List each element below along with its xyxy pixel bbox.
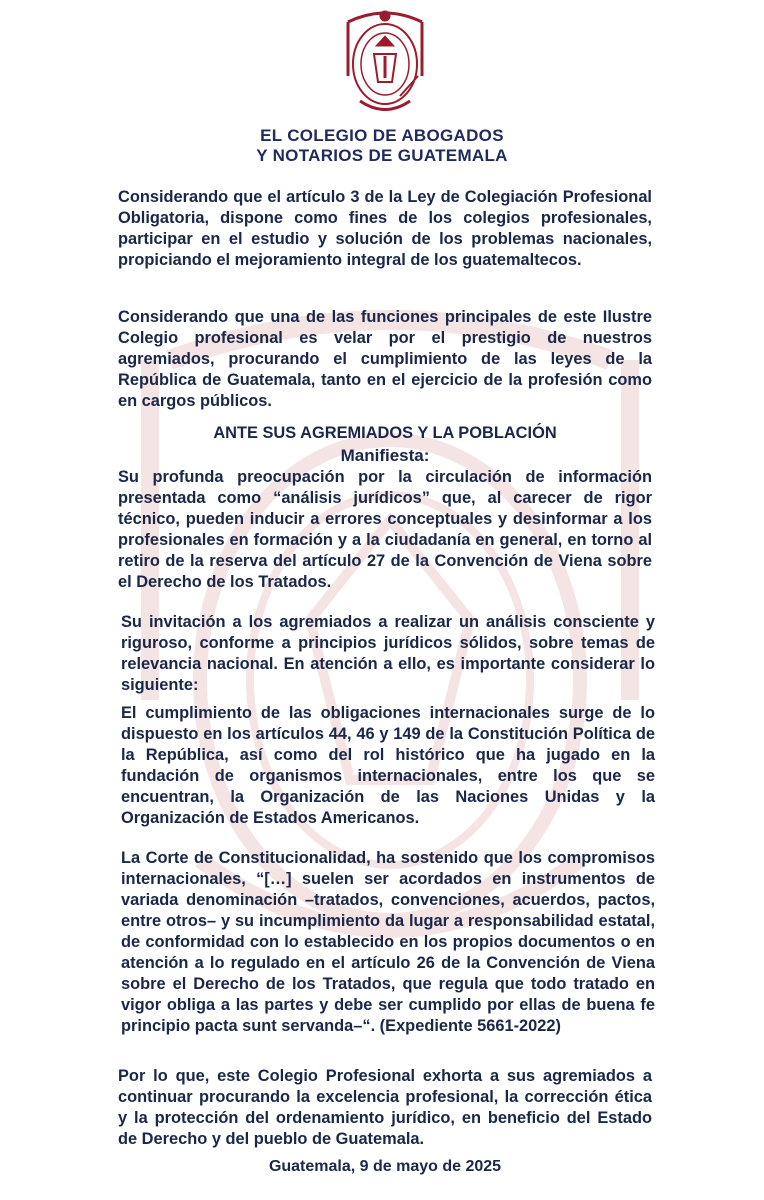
paragraph-corte: La Corte de Constitucionalidad, ha sostenido que los compromisos internacionales, “[…] suelen ser acordados en instrumentos de variada denominación –tratados, convenciones, acuerdos, pactos, entre otros– y su incumplimiento da lugar a responsabilidad estatal, de conformidad con lo establecido en los propios documentos o en atención a lo regulado en el artículo 26 de la Convención de Viena sobre el Derecho de los Tratados, que regula que todo tratado en vigor obliga a las partes y debe ser cumplido por ellas de buena fe principio pacta sunt servanda–“. (Expediente 5661-2022) xyxy=(121,849,655,1035)
paragraph-obligaciones: El cumplimiento de las obligaciones internacionales surge de lo dispuesto en los artículos 44, 46 y 149 de la Constitución Política de la República, así como del rol histórico que ha jugado en la fundación de organismos internacionales, entre los que se encuentran, la Organización de las Naciones Unidas y la Organización de Estados Americanos. xyxy=(121,704,655,827)
paragraph-exhorta: Por lo que, este Colegio Profesional exhorta a sus agremiados a continuar procurando la excelencia profesional, la corrección ética y la protección del ordenamiento jurídico, en beneficio del Estado de Derecho y del pueblo de Guatemala. xyxy=(118,1067,652,1148)
colegio-seal-logo xyxy=(340,6,430,120)
date-line: Guatemala, 9 de mayo de 2025 xyxy=(268,1158,502,1175)
paragraph-invitacion: Su invitación a los agremiados a realizar un análisis consciente y riguroso, conforme a principios jurídicos sólidos, sobre temas de relevancia nacional. En atención a ello, es importante considerar lo siguiente: xyxy=(121,613,655,694)
section-heading: ANTE SUS AGREMIADOS Y LA POBLACIÓN xyxy=(213,424,557,442)
title-line-1: EL COLEGIO DE ABOGADOS xyxy=(260,126,504,145)
paragraph-preocupacion: Su profunda preocupación por la circulación de información presentada como “análisis jurídicos” que, al carecer de rigor técnico, pueden inducir a errores conceptuales y desinformar a los profesionales en formación y a la ciudadanía en general, en torno al retiro de la reserva del artículo 27 de la Convención de Viena sobre el Derecho de los Tratados. xyxy=(118,468,652,591)
paragraph-considerando-1: Considerando que el artículo 3 de la Ley de Colegiación Profesional Obligatoria, dispone como fines de los colegios profesionales, participar en el estudio y solución de los problemas nacionales, propiciando el mejoramiento integral de los guatemaltecos. xyxy=(118,188,652,269)
title-line-2: Y NOTARIOS DE GUATEMALA xyxy=(256,146,508,165)
paragraph-considerando-2: Considerando que una de las funciones principales de este Ilustre Colegio profesional es velar por el prestigio de nuestros agremiados, procurando el cumplimiento de las leyes de la República de Guatemala, tanto en el ejercicio de la profesión como en cargos públicos. xyxy=(118,308,652,410)
section-subheading: Manifiesta: xyxy=(340,446,430,465)
